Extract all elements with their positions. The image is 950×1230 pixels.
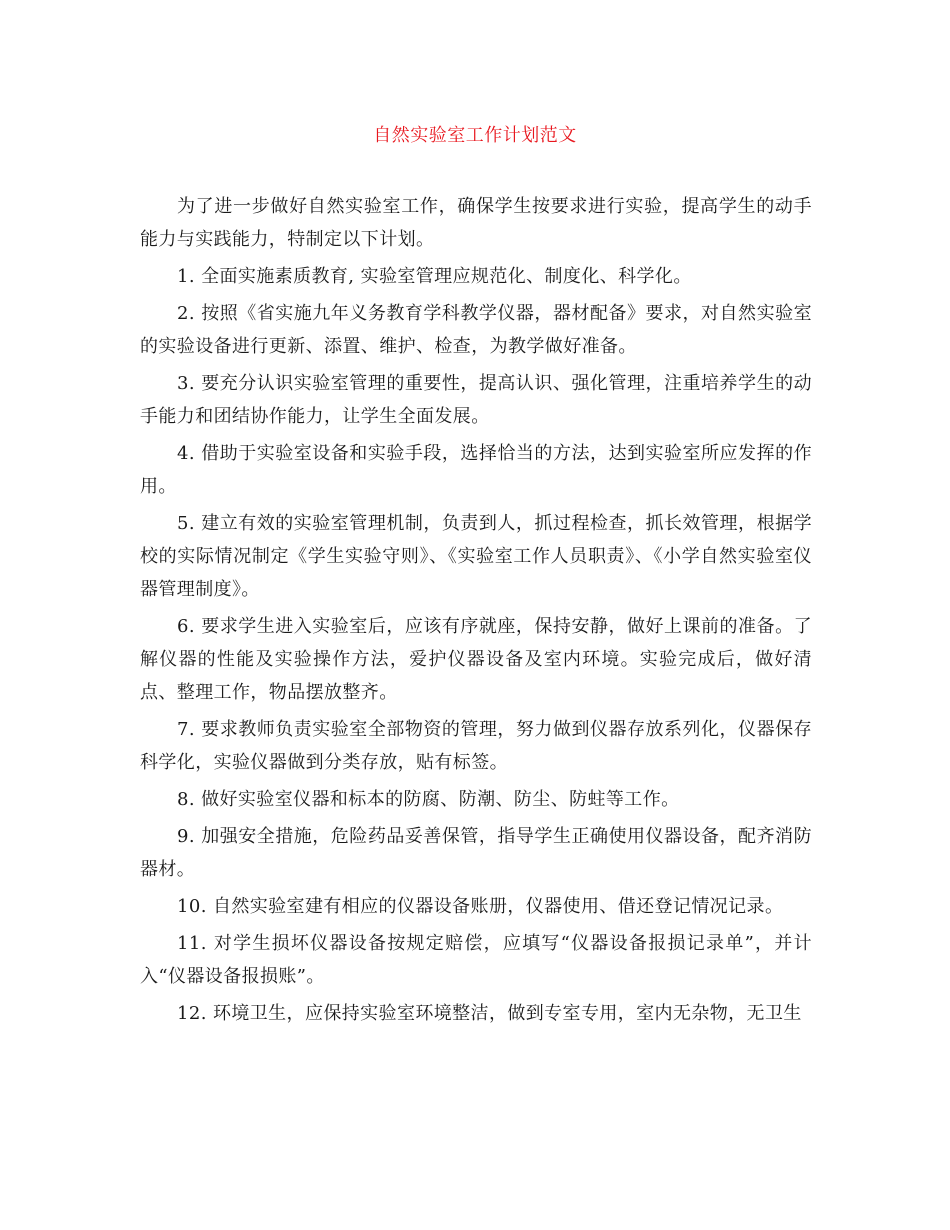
list-item: 7. 要求教师负责实验室全部物资的管理，努力做到仪器存放系列化，仪器保存科学化，实验仪器做到分类存放，贴有标签。 bbox=[140, 719, 812, 773]
list-item: 6. 要求学生进入实验室后，应该有序就座，保持安静，做好上课前的准备。了解仪器的性能及实验操作方法，爱护仪器设备及室内环境。实验完成后，做好清点、整理工作，物品摆放整齐。 bbox=[140, 616, 812, 703]
list-item: 12. 环境卫生，应保持实验室环境整洁，做到专室专用，室内无杂物，无卫生 bbox=[177, 1003, 802, 1024]
document-title: 自然实验室工作计划范文 bbox=[373, 125, 577, 146]
list-item: 4. 借助于实验室设备和实验手段，选择恰当的方法，达到实验室所应发挥的作用。 bbox=[140, 443, 812, 497]
list-item: 8. 做好实验室仪器和标本的防腐、防潮、防尘、防蛀等工作。 bbox=[177, 789, 680, 810]
list-item: 5. 建立有效的实验室管理机制，负责到人，抓过程检查，抓长效管理，根据学校的实际情况制定《学生实验守则》、《实验室工作人员职责》、《小学自然实验室仪器管理制度》。 bbox=[140, 513, 812, 600]
intro-paragraph: 为了进一步做好自然实验室工作，确保学生按要求进行实验，提高学生的动手能力与实践能力，特制定以下计划。 bbox=[140, 196, 812, 250]
list-item: 1. 全面实施素质教育, 实验室管理应规范化、制度化、科学化。 bbox=[177, 266, 692, 287]
list-item: 10. 自然实验室建有相应的仪器设备账册，仪器使用、借还登记情况记录。 bbox=[177, 896, 784, 917]
list-item: 2. 按照《省实施九年义务教育学科教学仪器，器材配备》要求，对自然实验室的实验设备进行更新、添置、维护、检查，为教学做好准备。 bbox=[140, 303, 812, 357]
document-body bbox=[140, 190, 812, 1034]
list-item: 11. 对学生损坏仪器设备按规定赔偿，应填写“仪器设备报损记录单”，并计入“仪器设备报损账”。 bbox=[140, 933, 812, 987]
list-item: 9. 加强安全措施，危险药品妥善保管，指导学生正确使用仪器设备，配齐消防器材。 bbox=[140, 826, 812, 880]
list-item: 3. 要充分认识实验室管理的重要性，提高认识、强化管理，注重培养学生的动手能力和团结协作能力，让学生全面发展。 bbox=[140, 373, 812, 427]
